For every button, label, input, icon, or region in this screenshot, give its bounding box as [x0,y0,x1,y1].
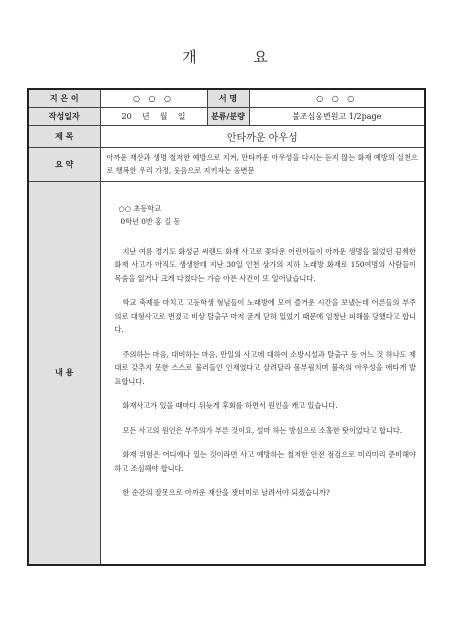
subject-label: 제 목 [28,125,100,147]
student-name: 0학년 0반 홍 길 동 [120,217,181,226]
date-value: 20 년 월 일 [100,107,207,125]
paragraph: 화재사고가 있을 때마다 뒤늦게 후회를 하면서 원인을 캐고 있습니다. [122,401,338,410]
content-body [100,181,425,565]
summary-text: 아까운 재산과 생명 철저한 예방으로 지켜, 안타까운 아우성을 다시는 듣지 않는 화재 예방의 실천으로 행복한 우리 가정, 웃음으로 지키자는 웅변문 [100,147,425,181]
paragraph: 모든 사고의 원인은 부주의가 부른 것이요, 설마 하는 방심으로 소홀한 탓이었다고 합니다. [122,425,403,435]
summary-label: 요 약 [28,147,100,181]
signature-value: ○ ○ ○ [249,89,425,107]
date-label: 작성일자 [28,107,100,125]
category-label: 분류/분량 [207,107,249,125]
paragraph: 학교 축제를 마치고 고등학생 형님들이 노래방에 모여 즐거운 시간을 보냈는데 어른들의 부주의로 대형사고로 번졌고 비상 탈출구 마저 굳게 닫혀 있었기 때문에 엄청난 피해를 당했다고 합니다. [114,298,416,334]
paragraph: 화재 위험은 어디에나 있는 것이라면 사고 예방하는 철저한 안전 점검으로 미리미리 준비해야 하고 조심해야 합니다. [114,450,416,473]
author-value: ○ ○ ○ [100,89,207,107]
author-label: 지 은 이 [28,89,100,107]
paragraph: 한 순간의 잘못으로 아까운 재산을 잿더미로 날려서야 되겠습니까? [122,488,330,497]
subject-value: 안타까운 아우성 [100,125,425,147]
paragraph: 주의하는 마음, 대비하는 마음, 만일의 사고에 대하여 소방시설과 탈출구 등 어느 것 하나도 제대로 갖추지 못한 스스로 불러들인 인재였다고 살려달라 몸부림치며 불속의 아우성을 애타게 발표합니다. [114,349,416,386]
overview-table [27,88,426,566]
page-title: 개 요 [182,48,294,66]
signature-label: 서 명 [207,89,249,107]
paragraph: 지난 여름 경기도 화성군 씨랜드 화재 사고로 꽃다운 어린이들이 아까운 생명을 잃었던 끔찍한 화재 사고가 아직도 생생한데 지난 30일 인천 상가의 지하 노래방 화재로 150여명의 사람들이 목숨을 잃거나 크게 다쳤다는 가슴 아픈 사건이 또 일어났습니다. [114,246,416,283]
category-value: 불조심웅변원고 1/2page [249,107,425,125]
school-name: ○○ 초등학교 [118,203,162,213]
content-label: 내 용 [28,181,100,565]
